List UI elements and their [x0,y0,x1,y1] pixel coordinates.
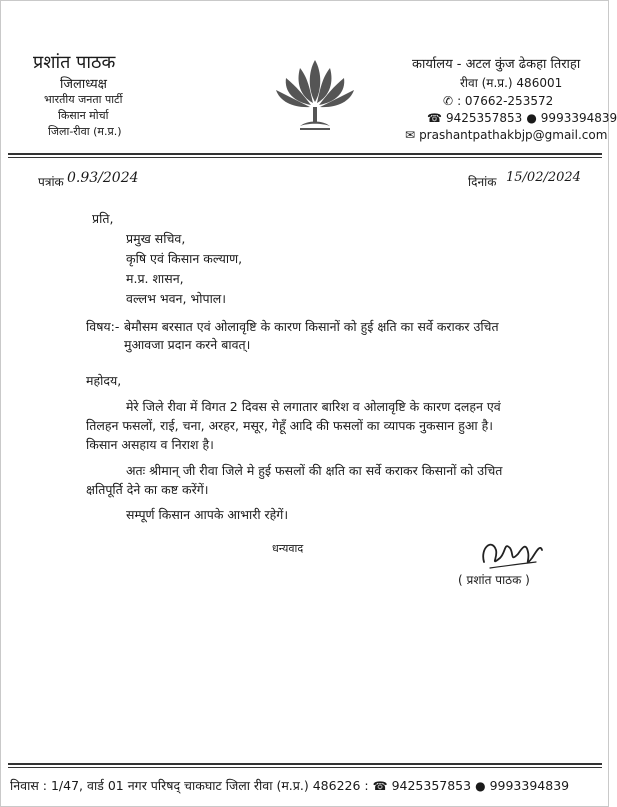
whatsapp-icon: ● [475,778,486,793]
subject-line: मुआवजा प्रदान करने बावत्। [124,337,251,352]
mobile-icon: ☎ [372,778,388,793]
office-city: रीवा (म.प्र.) 486001 [460,76,563,90]
sender-designation: जिलाध्यक्ष [60,77,107,92]
paragraph-line: तिलहन फसलों, राई, चना, अरहर, मसूर, गेहूँ आदि की फसलों का व्यापक नुकसान हुआ है। [86,418,493,433]
email-address: prashantpathakbjp@gmail.com [419,128,608,142]
to-label: प्रति, [92,211,114,226]
paragraph-line: सम्पूर्ण किसान आपके आभारी रहेगें। [126,507,289,522]
mobile-icon: ☎ [427,111,442,125]
closing: धन्यवाद [272,542,304,555]
footer-text: निवास : 1/47, वार्ड 01 नगर परिषद् चाकघाट जिला रीवा (म.प्र.) 486226 : [10,778,369,793]
whatsapp-number: 9993394839 [540,111,617,125]
phone-row [443,94,553,108]
address-line: वल्लभ भवन, भोपाल। [126,291,227,306]
sender-name: प्रशांत पाठक [33,52,116,73]
paragraph-line: मेरे जिले रीवा में विगत 2 दिवस से लगातार बारिश व ओलावृष्टि के कारण दलहन एवं [126,399,501,414]
subject-line: बेमौसम बरसात एवं ओलावृष्टि के कारण किसानों को हुई क्षति का सर्वे कराकर उचित [124,319,499,334]
email-row [405,128,607,142]
district-name: जिला-रीवा (म.प्र.) [48,125,122,138]
phone-icon: ✆ [443,94,454,108]
footer-mobile: 9425357853 [391,778,472,793]
footer-rule-thin [8,767,602,768]
signer-name: ( प्रशांत पाठक ) [458,573,530,587]
paragraph-line: अतः श्रीमान् जी रीवा जिले मे हुई फसलों की क्षति का सर्वे कराकर किसानों को उचित [126,463,503,478]
address-line: कृषि एवं किसान कल्याण, [126,251,243,266]
email-icon: ✉ [405,128,416,142]
mobile-number: 9425357853 [445,111,523,125]
reference-label: पत्रांक [38,175,64,189]
lotus-logo [270,56,360,136]
footer-whatsapp: 9993394839 [489,778,570,793]
footer-rule [8,763,602,765]
reference-number: 0.93/2024 [67,170,139,186]
header-rule-thin [8,157,602,158]
footer-address [10,777,569,794]
paragraph-line: किसान असहाय व निराश है। [86,437,214,452]
subject-label: विषय:- [86,319,120,334]
date-value: 15/02/2024 [506,170,581,185]
paragraph-line: क्षतिपूर्ति देने का कष्ट करेंगें। [86,482,209,497]
address-line: म.प्र. शासन, [126,271,184,286]
date-label: दिनांक [468,175,497,189]
header-rule [8,153,602,155]
phone-number: : 07662-253572 [457,94,554,108]
salutation: महोदय, [86,373,122,388]
office-address: कार्यालय - अटल कुंज ढेकहा तिराहा [412,57,581,72]
morcha-name: किसान मोर्चा [58,109,109,122]
mobile-row [427,111,617,125]
party-name: भारतीय जनता पार्टी [44,93,123,106]
whatsapp-icon: ● [526,111,537,125]
address-line: प्रमुख सचिव, [126,231,186,246]
